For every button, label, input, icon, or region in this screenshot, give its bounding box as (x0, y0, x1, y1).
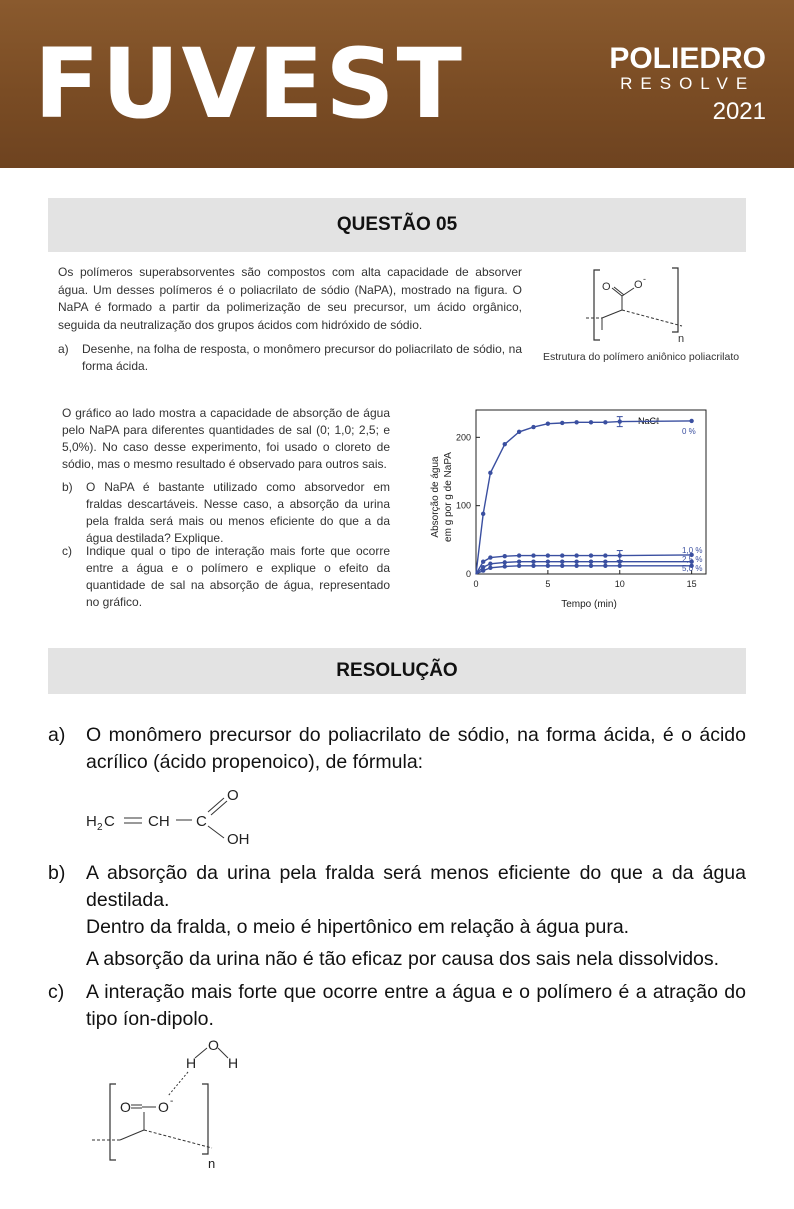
charge-label: - (643, 274, 646, 284)
series-line (476, 562, 692, 574)
data-point (481, 560, 485, 564)
res-a-label: a) (48, 724, 66, 746)
carbonyl-double-b (211, 801, 227, 815)
y-tick-label: 100 (455, 500, 471, 511)
water-o: O (208, 1037, 219, 1053)
data-point (618, 564, 622, 568)
data-point (488, 471, 492, 475)
formula-c: C (196, 813, 207, 830)
data-point (488, 555, 492, 559)
x-tick-label: 10 (614, 579, 625, 589)
res-b-paragraph-2: A absorção da urina não é tão eficaz por causa dos sais nela dissolvidos. (86, 948, 720, 970)
resolution-item-b (48, 860, 746, 914)
series-label: 0 % (682, 427, 696, 436)
data-point (546, 564, 550, 568)
legend-title: NaCℓ (638, 416, 659, 426)
item-a-label: a) (58, 342, 69, 356)
formula-o: O (227, 787, 239, 804)
resolution-item-a (48, 722, 746, 776)
chain-right-dash (622, 310, 682, 326)
right-bracket (202, 1084, 208, 1154)
structure-caption: Estrutura do polímero aniônico poliacrilato (543, 351, 740, 363)
polymer-structure-figure (586, 262, 696, 350)
data-point (481, 568, 485, 572)
series-label: 1,0 % (682, 546, 703, 555)
anion-charge: - (170, 1096, 174, 1107)
data-point (531, 564, 535, 568)
oxygen-anion-label: O (634, 279, 643, 291)
exam-title: FUVEST (34, 28, 465, 140)
formula-ch: CH (148, 813, 170, 830)
formula-c1: C (104, 813, 115, 830)
brand-name: POLIEDRO (609, 42, 766, 75)
data-point (531, 553, 535, 557)
data-point (517, 553, 521, 557)
header-banner (0, 0, 794, 168)
data-point (531, 425, 535, 429)
data-point (481, 512, 485, 516)
chain-bond-left (120, 1130, 144, 1140)
data-point (589, 420, 593, 424)
question-item-b (62, 479, 390, 547)
item-b-text: O NaPA é bastante utilizado como absorvedor em fraldas descartáveis. Nesse caso, a absorção da urina pela fralda será mais ou menos eficiente do que a da água destilada? Explique. (86, 480, 390, 545)
question-item-c (62, 543, 390, 611)
data-point (603, 560, 607, 564)
graph-description: O gráfico ao lado mostra a capacidade de absorção de água pelo NaPA para diferentes quantidades de sal (0; 1,0; 2,5; e 5,0%). No caso desse experimento, foi usado o cloreto de sódio, mas o mesmo resultado é observado para outros sais. (62, 406, 390, 471)
data-point (574, 560, 578, 564)
carbonyl-double-a (208, 798, 224, 812)
data-point (574, 564, 578, 568)
y-axis-label-line2: em g por g de NaPA (443, 452, 454, 542)
data-point (503, 554, 507, 558)
res-b-paragraph-1: Dentro da fralda, o meio é hipertônico em relação à água pura. (86, 916, 630, 938)
brand-subtitle: RESOLVE (620, 74, 756, 93)
chain-right-dash (144, 1130, 212, 1148)
y-tick-label: 200 (455, 432, 471, 443)
acrylic-acid-formula (80, 782, 280, 852)
data-point (517, 430, 521, 434)
res-b-text: A absorção da urina pela fralda será menos eficiente do que a da água destilada. (86, 862, 746, 911)
formula-sub2: 2 (97, 822, 103, 833)
anion-o: O (158, 1099, 169, 1115)
data-point (574, 553, 578, 557)
water-h-right: H (228, 1055, 239, 1071)
x-tick-label: 0 (473, 579, 479, 589)
data-point (488, 566, 492, 570)
question-item-a (58, 341, 522, 375)
data-point (503, 564, 507, 568)
data-point (689, 419, 693, 423)
ion-dipole-dots (168, 1072, 188, 1096)
data-point (560, 553, 564, 557)
water-bond-right (218, 1048, 228, 1058)
data-point (560, 564, 564, 568)
data-point (560, 560, 564, 564)
data-point (589, 564, 593, 568)
resolution-title-bar (48, 648, 746, 694)
data-point (589, 560, 593, 564)
oxygen-label: O (602, 281, 611, 293)
data-point (531, 560, 535, 564)
water-bond-left (195, 1048, 207, 1058)
carbonyl-o: O (120, 1099, 131, 1115)
anion-bond (622, 288, 634, 296)
y-tick-label: 0 (465, 569, 471, 579)
data-point (560, 421, 564, 425)
data-point (488, 562, 492, 566)
res-c-label: c) (48, 981, 65, 1003)
repeat-n-label: n (678, 333, 685, 345)
resolution-title: RESOLUÇÃO (336, 660, 458, 681)
data-point (603, 553, 607, 557)
item-c-text: Indique qual o tipo de interação mais forte que ocorre entre a água e o polímero e explique o efeito da quantidade de sal na absorção de água, representado no gráfico. (86, 544, 390, 609)
ion-dipole-diagram (90, 1034, 240, 1174)
resolution-item-c (48, 979, 746, 1033)
data-point (603, 564, 607, 568)
brand-logo (609, 44, 766, 130)
series-label: 2,5 % (682, 555, 703, 564)
data-point (603, 420, 607, 424)
exam-year: 2021 (712, 98, 766, 125)
series-line (476, 421, 692, 574)
left-bracket (594, 270, 600, 340)
item-b-label: b) (62, 480, 73, 494)
absorption-chart (424, 402, 724, 612)
data-point (517, 560, 521, 564)
x-axis-label: Tempo (min) (561, 599, 617, 610)
question-title-bar (48, 198, 746, 252)
hydroxyl-bond (208, 826, 224, 838)
res-c-text: A interação mais forte que ocorre entre a água e o polímero é a atração do tipo íon-dipolo. (86, 981, 746, 1030)
item-a-text: Desenhe, na folha de resposta, o monômero precursor do poliacrilato de sódio, na forma ácida. (82, 342, 522, 373)
data-point (503, 560, 507, 564)
data-point (546, 560, 550, 564)
data-point (589, 553, 593, 557)
series-line (476, 566, 692, 574)
item-c-label: c) (62, 544, 72, 558)
data-point (546, 421, 550, 425)
plot-frame (476, 410, 706, 574)
data-point (546, 553, 550, 557)
x-tick-label: 15 (686, 579, 697, 589)
formula-h: H (86, 813, 97, 830)
res-a-text: O monômero precursor do poliacrilato de sódio, na forma ácida, é o ácido acrílico (ácido propenoico), de fórmula: (86, 724, 746, 773)
repeat-n: n (208, 1156, 216, 1171)
series-label: 5,0 % (682, 564, 703, 573)
res-b-label: b) (48, 862, 66, 884)
water-h-left: H (186, 1055, 197, 1071)
right-bracket (672, 268, 678, 332)
chain-bond-2 (602, 310, 622, 318)
data-point (574, 420, 578, 424)
data-point (517, 564, 521, 568)
formula-oh: OH (227, 831, 250, 848)
series-line (476, 555, 692, 574)
data-point (503, 442, 507, 446)
y-axis-label-line1: Absorção de água (430, 456, 441, 538)
x-tick-label: 5 (545, 579, 551, 589)
left-bracket (110, 1084, 116, 1160)
question-title: QUESTÃO 05 (336, 214, 458, 235)
question-intro: Os polímeros superabsorventes são compostos com alta capacidade de absorver água. Um desses polímeros é o poliacrilato de sódio (NaPA), mostrado na figura. O NaPA é formado a partir da polimerização de seu precursor, um ácido orgânico, seguida da neutralização dos grupos ácidos com hidróxido de sódio. (58, 265, 522, 332)
